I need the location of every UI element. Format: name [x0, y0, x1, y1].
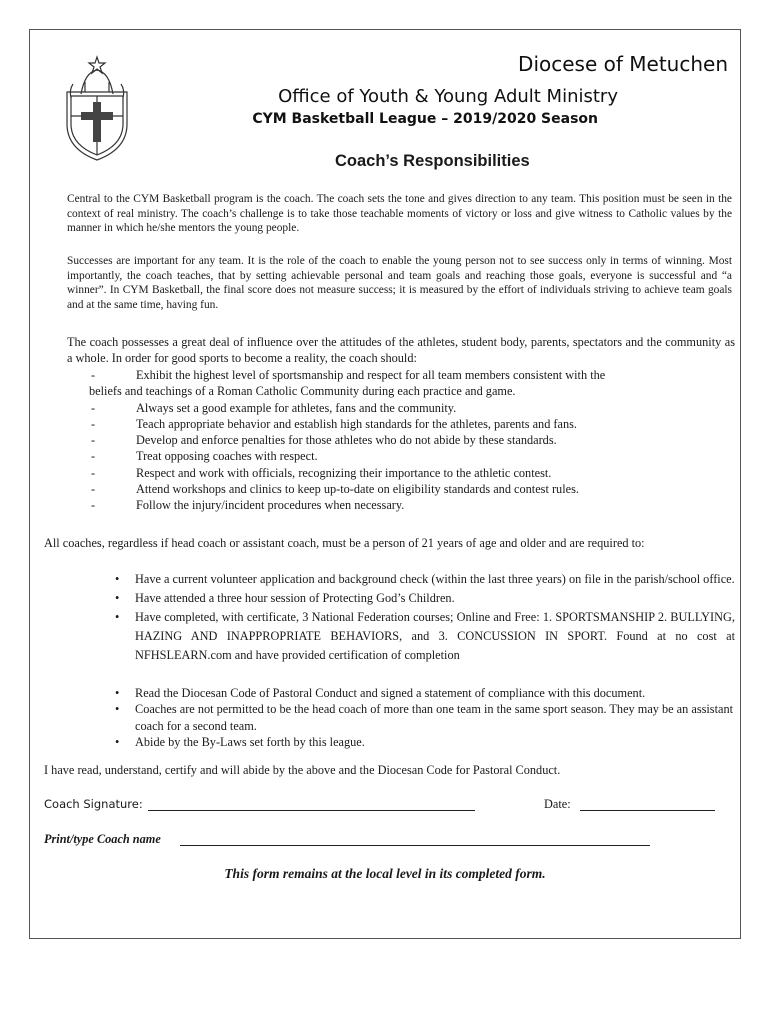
page-title: Coach’s Responsibilities: [335, 152, 530, 170]
list-item: - Follow the injury/incident procedures when necessary.: [67, 497, 727, 513]
list-item: • Have a current volunteer application and background check (within the last three years) on file in the parish/school office.: [115, 570, 735, 589]
print-name-field[interactable]: [180, 845, 650, 846]
list-item: - Always set a good example for athletes, fans and the community.: [67, 400, 727, 416]
requirements-list-continued: [115, 685, 735, 750]
list-item: • Have completed, with certificate, 3 National Federation courses; Online and Free: 1. SPORTSMANSHIP 2. BULLYING, HAZING AND INAPPROPRIATE BEHAVIORS, and 3. CONCUSSION IN SPORT. Found at no cost at NFHSLEARN.com and have provided certification of completion: [115, 608, 735, 665]
league-season: CYM Basketball League – 2019/2020 Season: [252, 111, 598, 127]
influence-paragraph: The coach possesses a great deal of influence over the attitudes of the athletes, student body, parents, spectators and the community as a whole. In order for good sports to become a reality, the coach should:: [67, 335, 735, 366]
list-item: • Read the Diocesan Code of Pastoral Conduct and signed a statement of compliance with this document.: [115, 685, 735, 701]
list-item: • Have attended a three hour session of Protecting God’s Children.: [115, 589, 735, 608]
office-name: Office of Youth & Young Adult Ministry: [278, 86, 618, 107]
list-item: - Teach appropriate behavior and establish high standards for the athletes, parents and fans.: [67, 416, 727, 432]
certification-statement: I have read, understand, certify and will abide by the above and the Diocesan Code for Pastoral Conduct.: [44, 763, 561, 777]
list-item: • Abide by the By-Laws set forth by this league.: [115, 734, 735, 750]
list-item: beliefs and teachings of a Roman Catholic Community during each practice and game.: [89, 384, 516, 399]
date-label: Date:: [544, 797, 571, 811]
coach-duties-list: [67, 367, 727, 514]
footer-note: This form remains at the local level in its completed form.: [224, 866, 546, 881]
print-name-label: Print/type Coach name: [44, 832, 161, 846]
intro-paragraph: Central to the CYM Basketball program is the coach. The coach sets the tone and gives direction to any team. This position must be seen in the context of real ministry. The coach’s challenge is to take those teachable moments of victory or loss and give witness to Catholic values by the manner in which he/she mentors the young people.: [67, 193, 732, 235]
list-item: - Treat opposing coaches with respect.: [67, 448, 727, 464]
signature-field[interactable]: [148, 810, 475, 811]
list-item: • Coaches are not permitted to be the head coach of more than one team in the same sport season. They may be an assistant coach for a second team.: [115, 701, 735, 734]
diocese-name: Diocese of Metuchen: [518, 52, 728, 76]
list-item: - Exhibit the highest level of sportsmanship and respect for all team members consistent with the: [67, 367, 727, 383]
list-item: - Attend workshops and clinics to keep up-to-date on eligibility standards and contest rules.: [67, 481, 727, 497]
requirements-list: [115, 570, 735, 665]
diocese-crest-icon: [63, 54, 131, 164]
date-field[interactable]: [580, 810, 715, 811]
success-paragraph: Successes are important for any team. It is the role of the coach to enable the young person not to see success only in terms of winning. Most importantly, the coach teaches, that by setting achievable personal and team goals and reaching those goals, everyone is successful and “a winner”. In CYM Basketball, the final score does not measure success; it is measured by the effort of individuals striving to achieve team goals and at the same time, having fun.: [67, 255, 732, 311]
requirements-intro: All coaches, regardless if head coach or assistant coach, must be a person of 21 years of age and older and are required to:: [44, 536, 645, 550]
list-item: - Develop and enforce penalties for those athletes who do not abide by these standards.: [67, 432, 727, 448]
list-item: - Respect and work with officials, recognizing their importance to the athletic contest.: [67, 465, 727, 481]
signature-label: Coach Signature:: [44, 797, 143, 811]
